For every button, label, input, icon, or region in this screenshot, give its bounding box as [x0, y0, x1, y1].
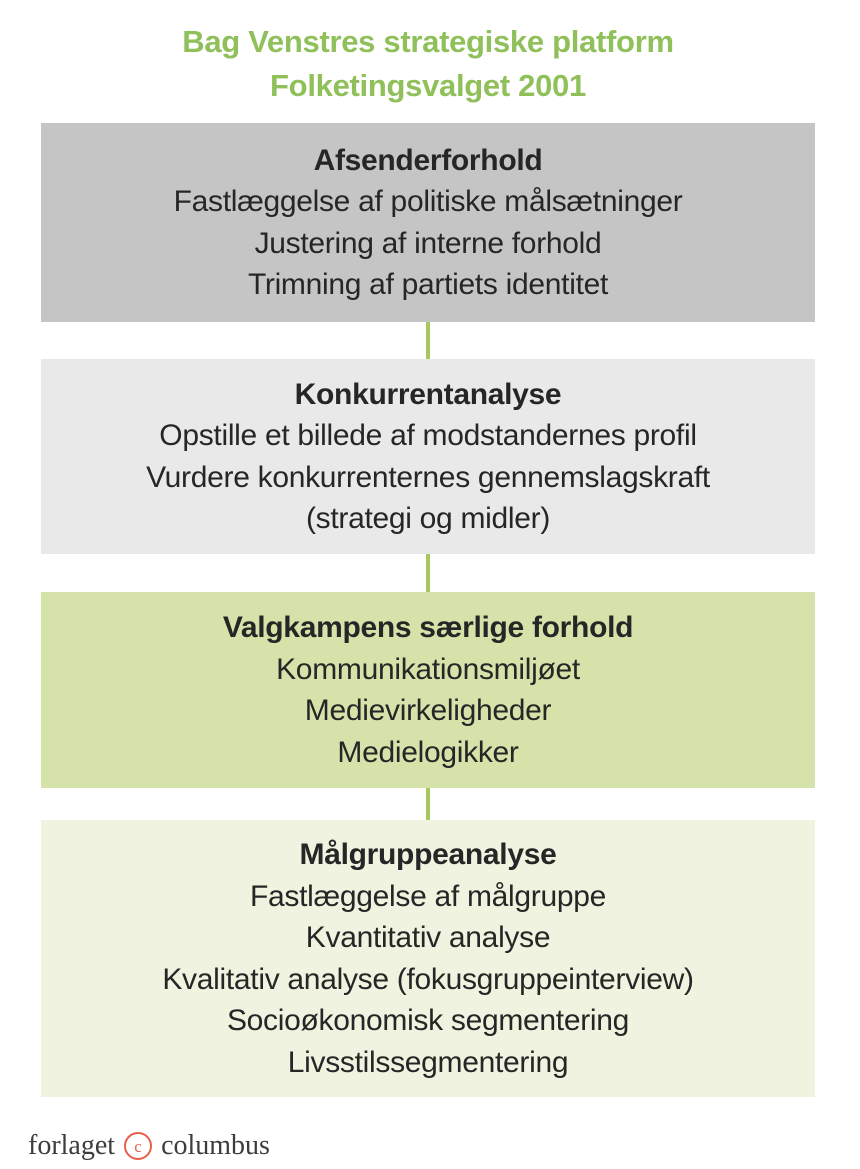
box-heading: Målgruppeanalyse: [299, 838, 557, 871]
box-line: (strategi og midler): [305, 502, 551, 535]
publisher-name-right: columbus: [161, 1130, 270, 1161]
box-line: Livsstilssegmentering: [287, 1045, 569, 1079]
box-konkurrentanalyse: [41, 359, 815, 554]
box-line: Kvalitativ analyse (fokusgruppeinterview): [162, 962, 694, 996]
page-title-line-1: Bag Venstres strategiske platform: [182, 24, 674, 59]
connector-line-3: [426, 788, 430, 820]
box-valgkampens-saerlige-forhold: [41, 592, 815, 788]
box-heading: Valgkampens særlige forhold: [222, 611, 634, 644]
publisher-name-left: forlaget: [28, 1130, 116, 1161]
page-title-line-2: Folketingsvalget 2001: [270, 68, 586, 103]
copyright-icon: [124, 1132, 152, 1160]
connector-line-1: [426, 322, 430, 359]
box-line: Opstille et billede af modstandernes profil: [159, 419, 697, 452]
page-title: [41, 20, 815, 108]
box-heading: Afsenderforhold: [313, 143, 543, 177]
box-line: Justering af interne forhold: [254, 226, 602, 260]
box-line: Vurdere konkurrenternes gennemslagskraft: [146, 460, 710, 494]
box-line: Medievirkeligheder: [304, 694, 552, 727]
box-afsenderforhold: [41, 123, 815, 322]
copyright-letter: c: [134, 1136, 142, 1156]
box-line: Medielogikker: [337, 735, 519, 769]
connector-line-2: [426, 554, 430, 592]
box-line: Fastlæggelse af politiske målsætninger: [173, 185, 683, 218]
box-line: Kommunikationsmiljøet: [276, 652, 580, 686]
box-line: Trimning af partiets identitet: [247, 268, 609, 301]
box-heading: Konkurrentanalyse: [294, 377, 562, 411]
publisher-logo: [28, 1130, 270, 1162]
box-maalgruppeanalyse: [41, 820, 815, 1097]
box-line: Fastlæggelse af målgruppe: [249, 879, 607, 913]
box-line: Socioøkonomisk segmentering: [226, 1004, 630, 1037]
box-line: Kvantitativ analyse: [305, 921, 551, 954]
